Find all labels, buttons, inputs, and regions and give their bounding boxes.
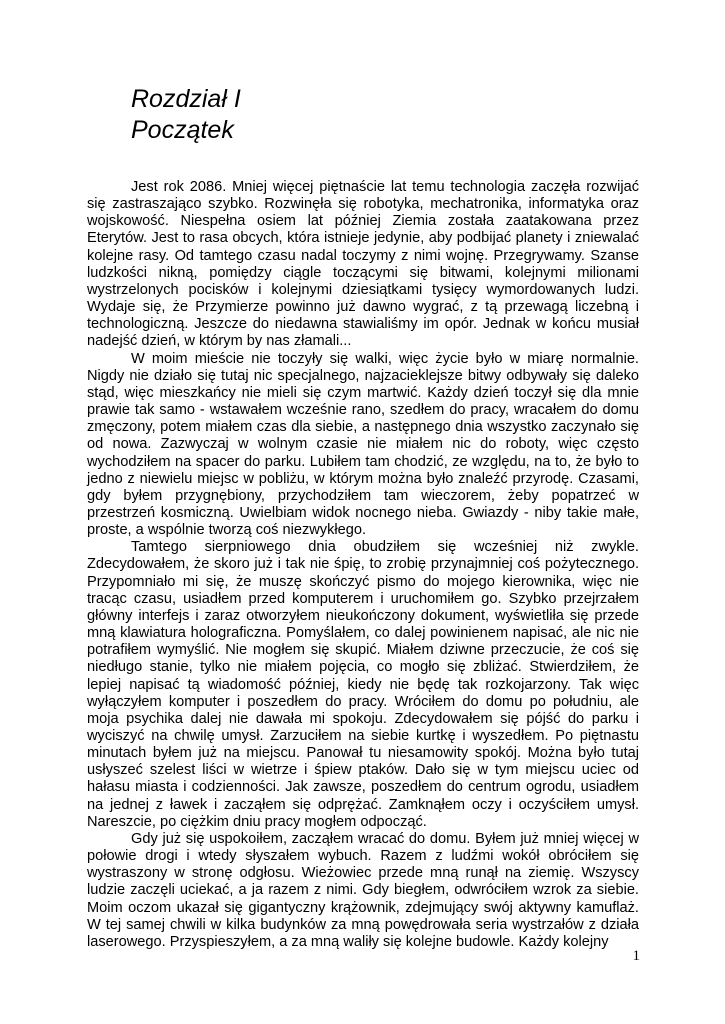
- chapter-heading: [131, 84, 241, 146]
- page-number: 1: [632, 948, 640, 964]
- chapter-subtitle: Początek: [131, 116, 234, 144]
- chapter-body: [87, 179, 639, 951]
- paragraph: Gdy już się uspokoiłem, zacząłem wracać do domu. Byłem już mniej więcej w połowie drogi i wtedy słyszałem wybuch. Razem z ludźmi wokół obróciłem się wystraszony w stronę odgłosu. Wieżowiec przede mną runął na ziemię. Wszyscy ludzie zaczęli uciekać, a ja razem z nimi. Gdy biegłem, odwróciłem wzrok za siebie. Moim oczom ukazał się gigantyczny krążownik, zdejmujący swój aktywny kamuflaż. W tej samej chwili w kilka budynków za mną powędrowała seria wystrzałów z działa laserowego. Przyspieszyłem, a za mną waliły się kolejne budowle. Każdy kolejny: [87, 830, 639, 950]
- paragraph: Jest rok 2086. Mniej więcej piętnaście lat temu technologia zaczęła rozwijać się zastraszająco szybko. Rozwinęła się robotyka, mechatronika, informatyka oraz wojskowość. Niespełna osiem lat później Ziemia została zaatakowana przez Eterytów. Jest to rasa obcych, która istnieje jedynie, aby podbijać planety i zniewalać kolejne rasy. Od tamtego czasu nadal toczymy z nimi wojnę. Przegrywamy. Szanse ludzkości nikną, pomiędzy ciągle toczącymi się bitwami, kolejnymi milionami wystrzelonych pocisków i kolejnymi dziesiątkami tysięcy wymordowanych ludzi. Wydaje się, że Przymierze powinno już dawno wygrać, z tą przewagą liczebną i technologiczną. Jeszcze do niedawna stawialiśmy im opór. Jednak w końcu musiał nadejść dzień, w którym by nas złamali...: [87, 179, 639, 350]
- paragraph: Tamtego sierpniowego dnia obudziłem się wcześniej niż zwykle. Zdecydowałem, że skoro już i tak nie śpię, to zrobię przynajmniej coś pożytecznego. Przypomniało mi się, że muszę skończyć pismo do mojego kierownika, więc nie tracąc czasu, usiadłem przed komputerem i uruchomiłem go. Szybko przejrzałem główny interfejs i zaraz otworzyłem nieukończony dokument, wyświetliła się przede mną klawiatura holograficzna. Pomyślałem, co dalej powinienem napisać, ale nic nie potrafiłem wymyślić. Nie mogłem się skupić. Miałem dziwne przeczucie, że coś się niedługo stanie, tylko nie miałem pojęcia, co mogło się zbliżać. Stwierdziłem, że lepiej napisać tą wiadomość później, kiedy nie będę tak rozkojarzony. Tak więc wyłączyłem komputer i poszedłem do pracy. Wróciłem do domu po południu, ale moja psychika dalej nie dawała mi spokoju. Zdecydowałem się pójść do parku i wyciszyć na chwilę umysł. Zarzuciłem na siebie kurtkę i wyszedłem. Po piętnastu minutach byłem już na miejscu. Panował tu niesamowity spokój. Można było tutaj usłyszeć szelest liści w wietrze i śpiew ptaków. Dało się w tym miejscu uciec od hałasu miasta i codzienności. Jak zawsze, poszedłem do centrum ogrodu, usiadłem na jednej z ławek i zacząłem się odprężać. Zamknąłem oczy i oczyściłem umysł. Nareszcie, po ciężkim dniu pracy mogłem odpocząć.: [87, 539, 639, 830]
- chapter-title: Rozdział I: [131, 85, 241, 113]
- paragraph: W moim mieście nie toczyły się walki, więc życie było w miarę normalnie. Nigdy nie działo się tutaj nic specjalnego, najzacieklejsze bitwy odbywały się daleko stąd, więc mieszkańcy nie mieli się czym martwić. Każdy dzień toczył się dla mnie prawie tak samo - wstawałem wcześnie rano, szedłem do pracy, wracałem do domu zmęczony, potem miałem czas dla siebie, a następnego dnia wszystko zaczynało się od nowa. Zazwyczaj w wolnym czasie nie miałem nic do roboty, więc często wychodziłem na spacer do parku. Lubiłem tam chodzić, ze względu, na to, że było to jedno z niewielu miejsc w pobliżu, w którym można było znaleźć przyrodę. Czasami, gdy byłem przygnębiony, przychodziłem tam wieczorem, żeby popatrzeć w przestrzeń kosmiczną. Uwielbiam widok nocnego nieba. Gwiazdy - niby takie małe, proste, a wspólnie tworzą coś niezwykłego.: [87, 350, 639, 539]
